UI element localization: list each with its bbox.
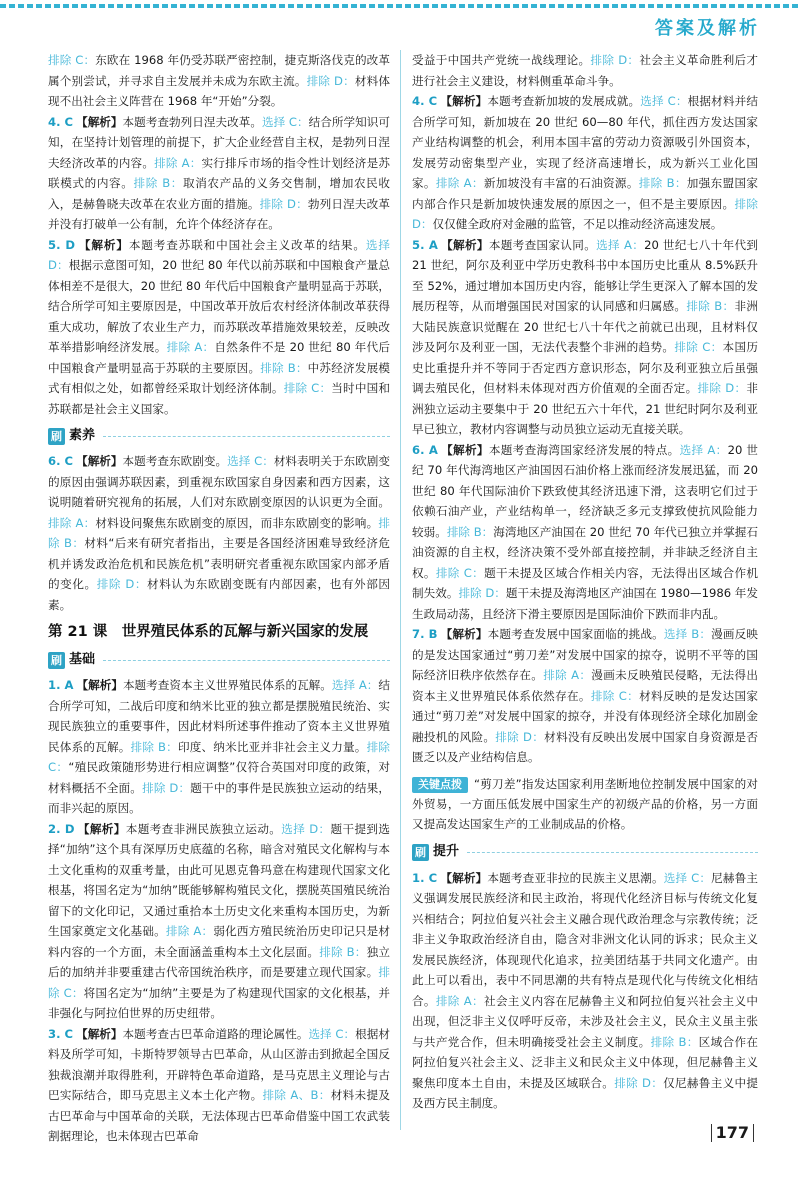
answer-paragraph	[48, 235, 390, 420]
explanation-text: 当时中国和苏联都是社会主义国家。	[48, 381, 390, 416]
answer-paragraph	[48, 451, 390, 615]
explanation-text: 独立后的加纳并非要重建古代帝国统治秩序，而是要建立现代国家。	[48, 944, 390, 979]
explanation-text: 本题考查亚非拉的民族主义思潮。	[487, 870, 664, 885]
explanation-text: 根据材料及所学可知，卡斯特罗领导古巴革命，从山区游击到掀起全国反独裁浪潮并取得胜利，开辟特色革命道路，是马克思主义理论与古巴实际结合，即马克思主义本土化产物。	[48, 1026, 390, 1102]
explanation-text: 材料体现不出社会主义阵营在 1968 年“开始”分裂。	[48, 73, 390, 108]
explanation-text: 本国历史比重提升并不等同于否定西方意识形态，阿尔及利亚独立后虽强调去殖民化，但材料未体现对西方价值观的全面否定。	[412, 340, 758, 395]
explanation-text: 20 世纪七八十年代到 21 世纪，阿尔及利亚中学历史教科书中本国历史比重从 8.5%跃升至 52%，通过增加本国历史内容，能够让学生更深入了解本国的发展历程等，从而增强国民对国家的认同感和归属感。	[412, 237, 758, 313]
explanation-text: 题干中的事件是民族独立运动的结果，而非兴起的原因。	[48, 780, 390, 815]
section-rule	[467, 852, 758, 853]
analysis-tag: 【解析】	[440, 94, 488, 108]
question-number: 1. C	[412, 870, 438, 885]
explanation-text: 本题考查海湾国家经济发展的特点。	[488, 442, 680, 457]
explanation-text: 根据示意图可知，20 世纪 80 年代以前苏联和中国粮食产量总体相差不是很大，20 世纪 80 年代后中国粮食产量明显高于苏联，结合所学可知主要原因是，中国改革开放后农村经济体制改革获得重大成功，解放了农业生产力，而苏联改革措施效果较差，反映改革举措影响经济发展。	[48, 258, 391, 354]
explanation-text: 本题考查勃列日涅夫改革。	[122, 114, 262, 129]
option-marker: 选择 C：	[640, 94, 688, 108]
option-marker: 排除 C：	[48, 739, 390, 774]
key-point-tag: 关键点拨	[412, 777, 468, 793]
question-number: 2. D	[48, 821, 75, 836]
option-marker: 排除 B：	[650, 1034, 699, 1049]
explanation-text: 将国名定为“加纳”主要是为了构建现代国家的文化根基，并非强化与阿拉伯世界的历史纽带。	[48, 985, 391, 1020]
explanation-text: 区域合作在阿拉伯复兴社会主义、泛非主义和民众主义中体现，但尼赫鲁主义聚焦印度本土自由，未提及区域联合。	[412, 1034, 758, 1090]
analysis-tag: 【解析】	[440, 627, 488, 641]
explanation-text: 加强东盟国家内部合作只是新加坡快速发展的原因之一，但不是主要原因。	[412, 176, 758, 211]
page-number: 177	[711, 1124, 754, 1142]
explanation-text: 题干未提及区域合作相关内容，无法得出区域合作机制失效。	[412, 565, 758, 600]
option-marker: 排除 D：	[259, 196, 308, 211]
option-marker: 排除 D：	[614, 1075, 664, 1090]
explanation-text: 材料没有反映出发展中国家自身资源是否匮乏以及产业结构信息。	[412, 729, 758, 764]
explanation-text: 题干未提及海湾地区产油国在 1980—1986 年发生政局动荡，且经济下滑主要原因是国际油价下跌而非内乱。	[412, 586, 758, 621]
question-number: 5. A	[412, 237, 438, 252]
explanation-text: 非洲独立运动主要集中于 20 世纪五六十年代，21 世纪时阿尔及利亚早已独立，教材内容调整与动员独立运动无直接关联。	[412, 381, 758, 436]
option-marker: 选择 C：	[261, 114, 309, 129]
option-marker: 排除 B：	[686, 299, 735, 313]
explanation-text: 印度、纳米比亚并非社会主义力量。	[177, 739, 367, 754]
analysis-tag: 【解析】	[76, 1026, 123, 1041]
option-marker: 排除 A、B：	[262, 1088, 331, 1102]
header-stripe	[0, 4, 800, 8]
question-number: 6. A	[412, 442, 438, 457]
explanation-text: 材料表明关于东欧剧变的原因由强调苏联因素，到重视东欧国家自身因素和西方因素，这说明随着研究视角的拓展，人们对东欧剧变原因的认识更为全面。	[48, 454, 390, 509]
explanation-text: 材料未提及古巴革命与中国革命的关联，无法体现古巴革命借鉴中国工农武装割据理论，也未体现古巴革命	[48, 1088, 390, 1143]
right-column	[412, 50, 758, 1114]
option-marker: 排除 B：	[260, 360, 308, 375]
explanation-text: 根据材料并结合所学可知，新加坡在 20 世纪 60—80 年代，抓住西方发达国家产业结构调整的机会，利用本国丰富的劳动力资源吸引外国资本，发展劳动密集型产业，实现了经济高速增长，成为新兴工业化国家。	[412, 94, 758, 190]
option-marker: 选择 D：	[281, 821, 331, 836]
explanation-text: 仅仅健全政府对金融的监管，不足以推动经济高速发展。	[432, 217, 723, 231]
page-header-title: 答案及解析	[655, 18, 760, 39]
option-marker: 选择 C：	[663, 870, 712, 885]
answer-paragraph	[48, 819, 390, 1024]
explanation-text: 中苏经济发展模式有相似之处，如都曾经采取计划经济体制。	[48, 360, 390, 395]
option-marker: 排除 C：	[674, 340, 723, 354]
section-heading	[48, 649, 390, 671]
explanation-text: 自然条件不是 20 世纪 80 年代后中国粮食产量明显高于苏联的主要原因。	[48, 340, 390, 375]
section-rule	[103, 660, 390, 661]
option-marker: 排除 A：	[435, 176, 484, 190]
explanation-text: 非洲大陆民族意识觉醒在 20 世纪七八十年代之前就已出现，且材料仅涉及阿尔及利亚一国，无法代表整个非洲的趋势。	[412, 299, 758, 354]
analysis-tag: 【解析】	[77, 821, 126, 836]
section-badge-icon: 刷	[412, 844, 429, 861]
top-banner	[0, 0, 800, 44]
option-marker: 排除 A：	[543, 668, 592, 682]
option-marker: 排除 D：	[412, 196, 758, 231]
analysis-tag: 【解析】	[78, 237, 129, 252]
explanation-text: 本题考查发展中国家面临的挑战。	[487, 627, 664, 641]
explanation-text: 本题考查苏联和中国社会主义改革的结果。	[128, 237, 366, 252]
answer-paragraph	[48, 1024, 390, 1147]
option-marker: 排除 B：	[133, 176, 183, 190]
explanation-text: 结合所学可知，二战后印度和纳米比亚的独立都是摆脱殖民统治、实现民族独立的重要事件，因此材料所述事件推动了资本主义世界殖民体系的瓦解。	[48, 678, 390, 754]
section-heading	[48, 425, 390, 447]
question-number: 4. C	[48, 114, 74, 129]
option-marker: 排除 A：	[435, 993, 484, 1008]
section-label: 提升	[433, 844, 460, 860]
question-number: 7. B	[412, 627, 438, 641]
option-marker: 排除 A：	[166, 340, 215, 354]
key-point-text: “剪刀差”指发达国家利用垄断地位控制发展中国家的对外贸易，一方面压低发展中国家生产的初级产品的价格，另一方面又提高发达国家生产的工业制成品的价格。	[412, 776, 758, 831]
question-number: 4. C	[412, 94, 438, 108]
answer-paragraph	[48, 50, 390, 112]
explanation-text: 本题考查古巴革命道路的理论属性。	[122, 1026, 309, 1041]
section-rule	[103, 436, 390, 437]
answer-paragraph	[412, 624, 758, 768]
option-marker: 选择 D：	[48, 237, 390, 272]
option-marker: 排除 C：	[435, 565, 485, 580]
answer-paragraph	[412, 868, 758, 1114]
explanation-text: 弱化西方殖民统治历史印记只是材料内容的一个方面，未全面涵盖重构本土文化层面。	[48, 924, 390, 959]
option-marker: 选择 A：	[679, 442, 728, 457]
answer-paragraph	[48, 112, 390, 235]
option-marker: 排除 B：	[48, 515, 390, 550]
section-badge-icon: 刷	[48, 652, 65, 669]
answer-paragraph	[412, 91, 758, 235]
option-marker: 排除 C：	[283, 381, 332, 395]
explanation-text: 实行排斥市场的指令性计划经济是苏联模式的内容。	[48, 155, 390, 190]
explanation-text: 取消农产品的义务交售制，增加农民收入，是赫鲁晓夫改革在农业方面的措施。	[48, 176, 390, 211]
option-marker: 排除 D：	[142, 780, 191, 795]
explanation-text: 材料反映的是发达国家通过“剪刀差”对发展中国家的掠夺，并没有体现经济全球化加剧金融投机的风险。	[412, 688, 758, 744]
analysis-tag: 【解析】	[76, 678, 123, 692]
explanation-text: “殖民政策随形势进行相应调整”仅符合英国对印度的政策，对材料概括不全面。	[48, 760, 390, 795]
explanation-text: 材料“后来有研究者指出，主要是各国经济困难导致经济危机并诱发政治危机和民族危机”表明研究者重视东欧国家内部矛盾的变化。	[48, 536, 390, 591]
option-marker: 排除 B：	[446, 524, 494, 539]
option-marker: 排除 D：	[495, 729, 545, 744]
option-marker: 排除 C：	[590, 688, 640, 703]
explanation-text: 结合所学知识可知，在坚持计划管理的前提下，扩大企业经营自主权，是勃列日涅夫经济改革的内容。	[48, 114, 390, 170]
explanation-text: 受益于中国共产党统一战线理论。	[412, 53, 591, 67]
explanation-text: 东欧在 1968 年仍受苏联严密控制，捷克斯洛伐克的改革属个别尝试，并寻求自主发展并未成为东欧主流。	[48, 53, 390, 88]
section-label: 基础	[69, 651, 96, 667]
explanation-text: 漫画反映的是发达国家通过“剪刀差”对发展中国家的掠夺，说明不平等的国际经济旧秩序依然存在。	[412, 627, 758, 682]
explanation-text: 本题考查新加坡的发展成就。	[487, 94, 641, 108]
option-marker: 排除 A：	[165, 924, 214, 938]
key-point-box	[412, 774, 758, 834]
explanation-text: 本题考查非洲民族独立运动。	[125, 821, 282, 836]
question-number: 1. A	[48, 678, 74, 692]
analysis-tag: 【解析】	[440, 237, 489, 252]
option-marker: 排除 D：	[458, 586, 506, 600]
option-marker: 选择 C：	[227, 454, 274, 468]
option-marker: 排除 D：	[306, 73, 355, 88]
explanation-text: 社会主义革命胜利后才进行社会主义建设，材料侧重革命斗争。	[412, 53, 758, 88]
option-marker: 排除 D：	[590, 53, 640, 67]
explanation-text: 漫画未反映殖民侵略，无法得出资本主义世界殖民体系依然存在。	[412, 668, 758, 703]
question-number: 3. C	[48, 1026, 74, 1041]
answer-paragraph	[48, 675, 390, 819]
question-number: 5. D	[48, 237, 76, 252]
option-marker: 排除 C：	[48, 965, 390, 1000]
option-marker: 排除 A：	[48, 515, 96, 530]
explanation-text: 20 世纪 70 年代海湾地区产油国因石油价格上涨而经济发展迅猛，而 20 世纪 80 年代国际油价下跌致使其经济迅速下滑，这表明它们过于依赖石油产业，产业结构单一，经济缺乏多元支撑致使抗风险能力较弱。	[412, 442, 758, 539]
explanation-text: 题干提到选择“加纳”这个具有深厚历史底蕴的名称，暗含对殖民文化解构与本土文化重构的双重考量，由此可见恩克鲁玛意在构建现代国家文化根基，将国名定为“加纳”既能够解构殖民文化，摆脱英国殖民统治留下的文化印记，又通过重拾本土历史文化来重构本国历史，为新生国家奠定文化基础。	[48, 821, 390, 938]
explanation-text: 尼赫鲁主义强调发展民族经济和民主政治，将现代化经济目标与传统文化复兴相结合；阿拉伯复兴社会主义融合现代政治理念与宗教传统；泛非主义争取政治经济自由，隐含对非洲文化认同的诉求；民众主义发展民族经济，体现现代化追求，拉美团结基于共同文化遗产。由此上可以看出，表中不同思潮的共有特点是现代化与传统文化相结合。	[412, 870, 758, 1008]
analysis-tag: 【解析】	[440, 442, 489, 457]
question-number: 6. C	[48, 454, 74, 468]
section-badge-icon: 刷	[48, 428, 65, 445]
explanation-text: 本题考查东欧剧变。	[122, 454, 228, 468]
explanation-text: 材料设问聚焦东欧剧变的原因，而非东欧剧变的影响。	[95, 515, 379, 530]
option-marker: 选择 C：	[308, 1026, 356, 1041]
answer-paragraph	[412, 50, 758, 91]
section-label: 素养	[69, 427, 96, 443]
column-divider	[400, 50, 401, 1130]
section-heading	[412, 842, 758, 864]
option-marker: 排除 B：	[638, 176, 687, 190]
analysis-tag: 【解析】	[76, 114, 123, 129]
answer-paragraph	[412, 235, 758, 440]
option-marker: 排除 A：	[154, 155, 202, 170]
option-marker: 排除 D：	[697, 381, 747, 395]
explanation-text: 海湾地区产油国在 20 世纪 70 年代已独立并掌握石油资源的自主权，经济决策不受外部直接控制，并非缺乏经济自主权。	[412, 524, 758, 580]
analysis-tag: 【解析】	[76, 454, 123, 468]
answer-paragraph	[412, 440, 758, 625]
option-marker: 排除 B：	[130, 739, 178, 754]
option-marker: 选择 B：	[663, 627, 712, 641]
explanation-text: 本题考查资本主义世界殖民体系的瓦解。	[122, 678, 332, 692]
explanation-text: 勃列日涅夫改革并没有打破单一公有制，允许个体经济存在。	[48, 196, 390, 231]
option-marker: 排除 B：	[319, 944, 367, 959]
explanation-text: 本题考查国家认同。	[488, 237, 597, 252]
option-marker: 选择 A：	[596, 237, 645, 252]
explanation-text: 材料认为东欧剧变既有内部因素，也有外部因素。	[48, 577, 390, 612]
option-marker: 排除 D：	[96, 577, 148, 591]
analysis-tag: 【解析】	[440, 870, 488, 885]
lesson-title: 第 21 课 世界殖民体系的瓦解与新兴国家的发展	[48, 624, 369, 640]
left-column	[48, 50, 390, 1147]
explanation-text: 新加坡没有丰富的石油资源。	[483, 176, 639, 190]
option-marker: 排除 C：	[48, 53, 96, 67]
option-marker: 选择 A：	[331, 678, 379, 692]
explanation-text: 仅尼赫鲁主义中提及西方民主制度。	[412, 1075, 758, 1110]
explanation-text: 社会主义内容在尼赫鲁主义和阿拉伯复兴社会主义中出现，但泛非主义仅呼吁反帝，未涉及社会主义，民众主义虽主张与共产党合作，但未明确接受社会主义制度。	[412, 993, 758, 1049]
